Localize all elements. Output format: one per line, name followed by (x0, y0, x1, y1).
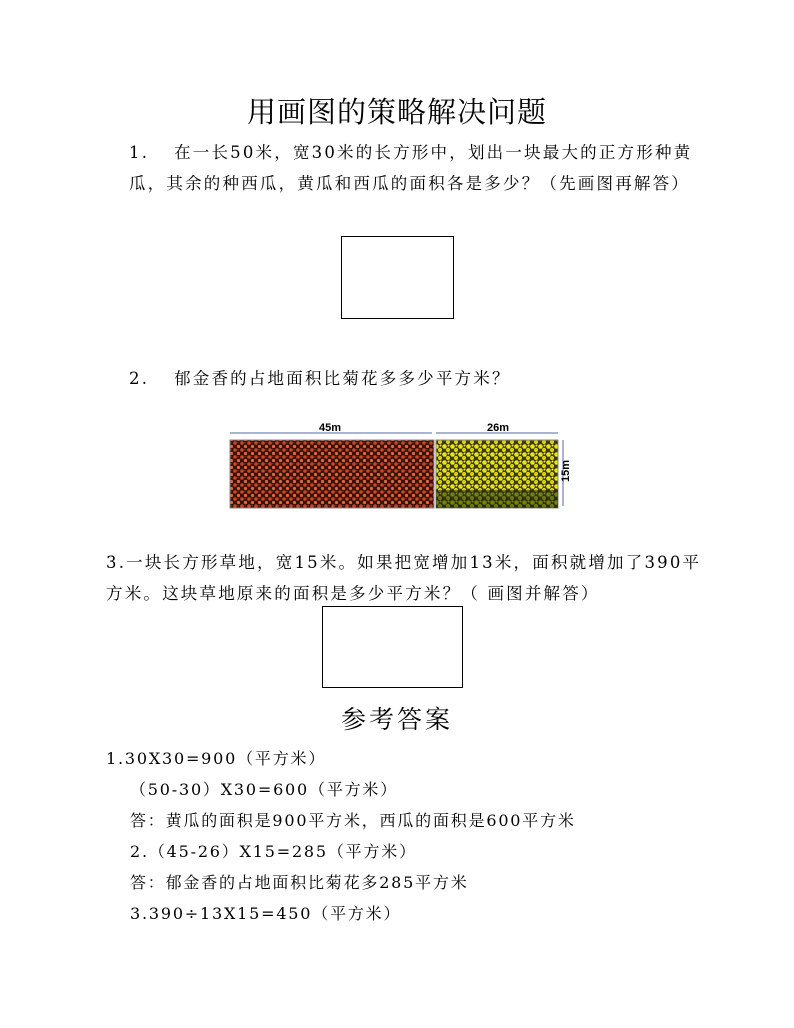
drawing-box-1 (341, 236, 454, 319)
answer-line-1: 1.30X30=900（平方米） (106, 749, 327, 768)
question-1-number: 1. (129, 143, 150, 162)
drawing-box-3 (322, 606, 463, 688)
answer-line-5: 答：郁金香的占地面积比菊花多285平方米 (130, 873, 469, 892)
question-3-text: 一块长方形草地，宽15米。如果把宽增加13米，面积就增加了390平方米。这块草地原来的面积是多少平方米？（ 画图并解答） (106, 553, 702, 603)
question-2-number: 2. (129, 369, 150, 388)
answer-line-3: 答：黄瓜的面积是900平方米，西瓜的面积是600平方米 (130, 811, 576, 830)
left-dimension-label: 45m (318, 422, 342, 434)
flower-bed-figure (226, 420, 572, 512)
question-1 (129, 137, 709, 199)
chrysanthemum-bed-base (436, 490, 558, 508)
answers-title: 参考答案 (340, 705, 453, 734)
height-dimension-label: 15m (560, 459, 572, 482)
question-3 (106, 547, 706, 609)
answer-line-2: （50-30）X30=600（平方米） (130, 780, 399, 799)
answer-line-6: 3.390÷13X15=450（平方米） (130, 904, 402, 923)
question-3-number: 3. (106, 553, 127, 572)
question-2 (129, 363, 689, 394)
page-title: 用画图的策略解决问题 (246, 95, 547, 129)
question-2-text: 郁金香的占地面积比菊花多多少平方米？ (174, 369, 511, 388)
right-dimension-label: 26m (486, 422, 510, 434)
answer-line-4: 2.（45-26）X15=285（平方米） (130, 842, 417, 861)
tulip-bed (230, 440, 434, 508)
question-1-text: 在一长50米，宽30米的长方形中，划出一块最大的正方形种黄瓜，其余的种西瓜，黄瓜和西瓜的面积各是多少？（先画图再解答） (129, 143, 693, 193)
